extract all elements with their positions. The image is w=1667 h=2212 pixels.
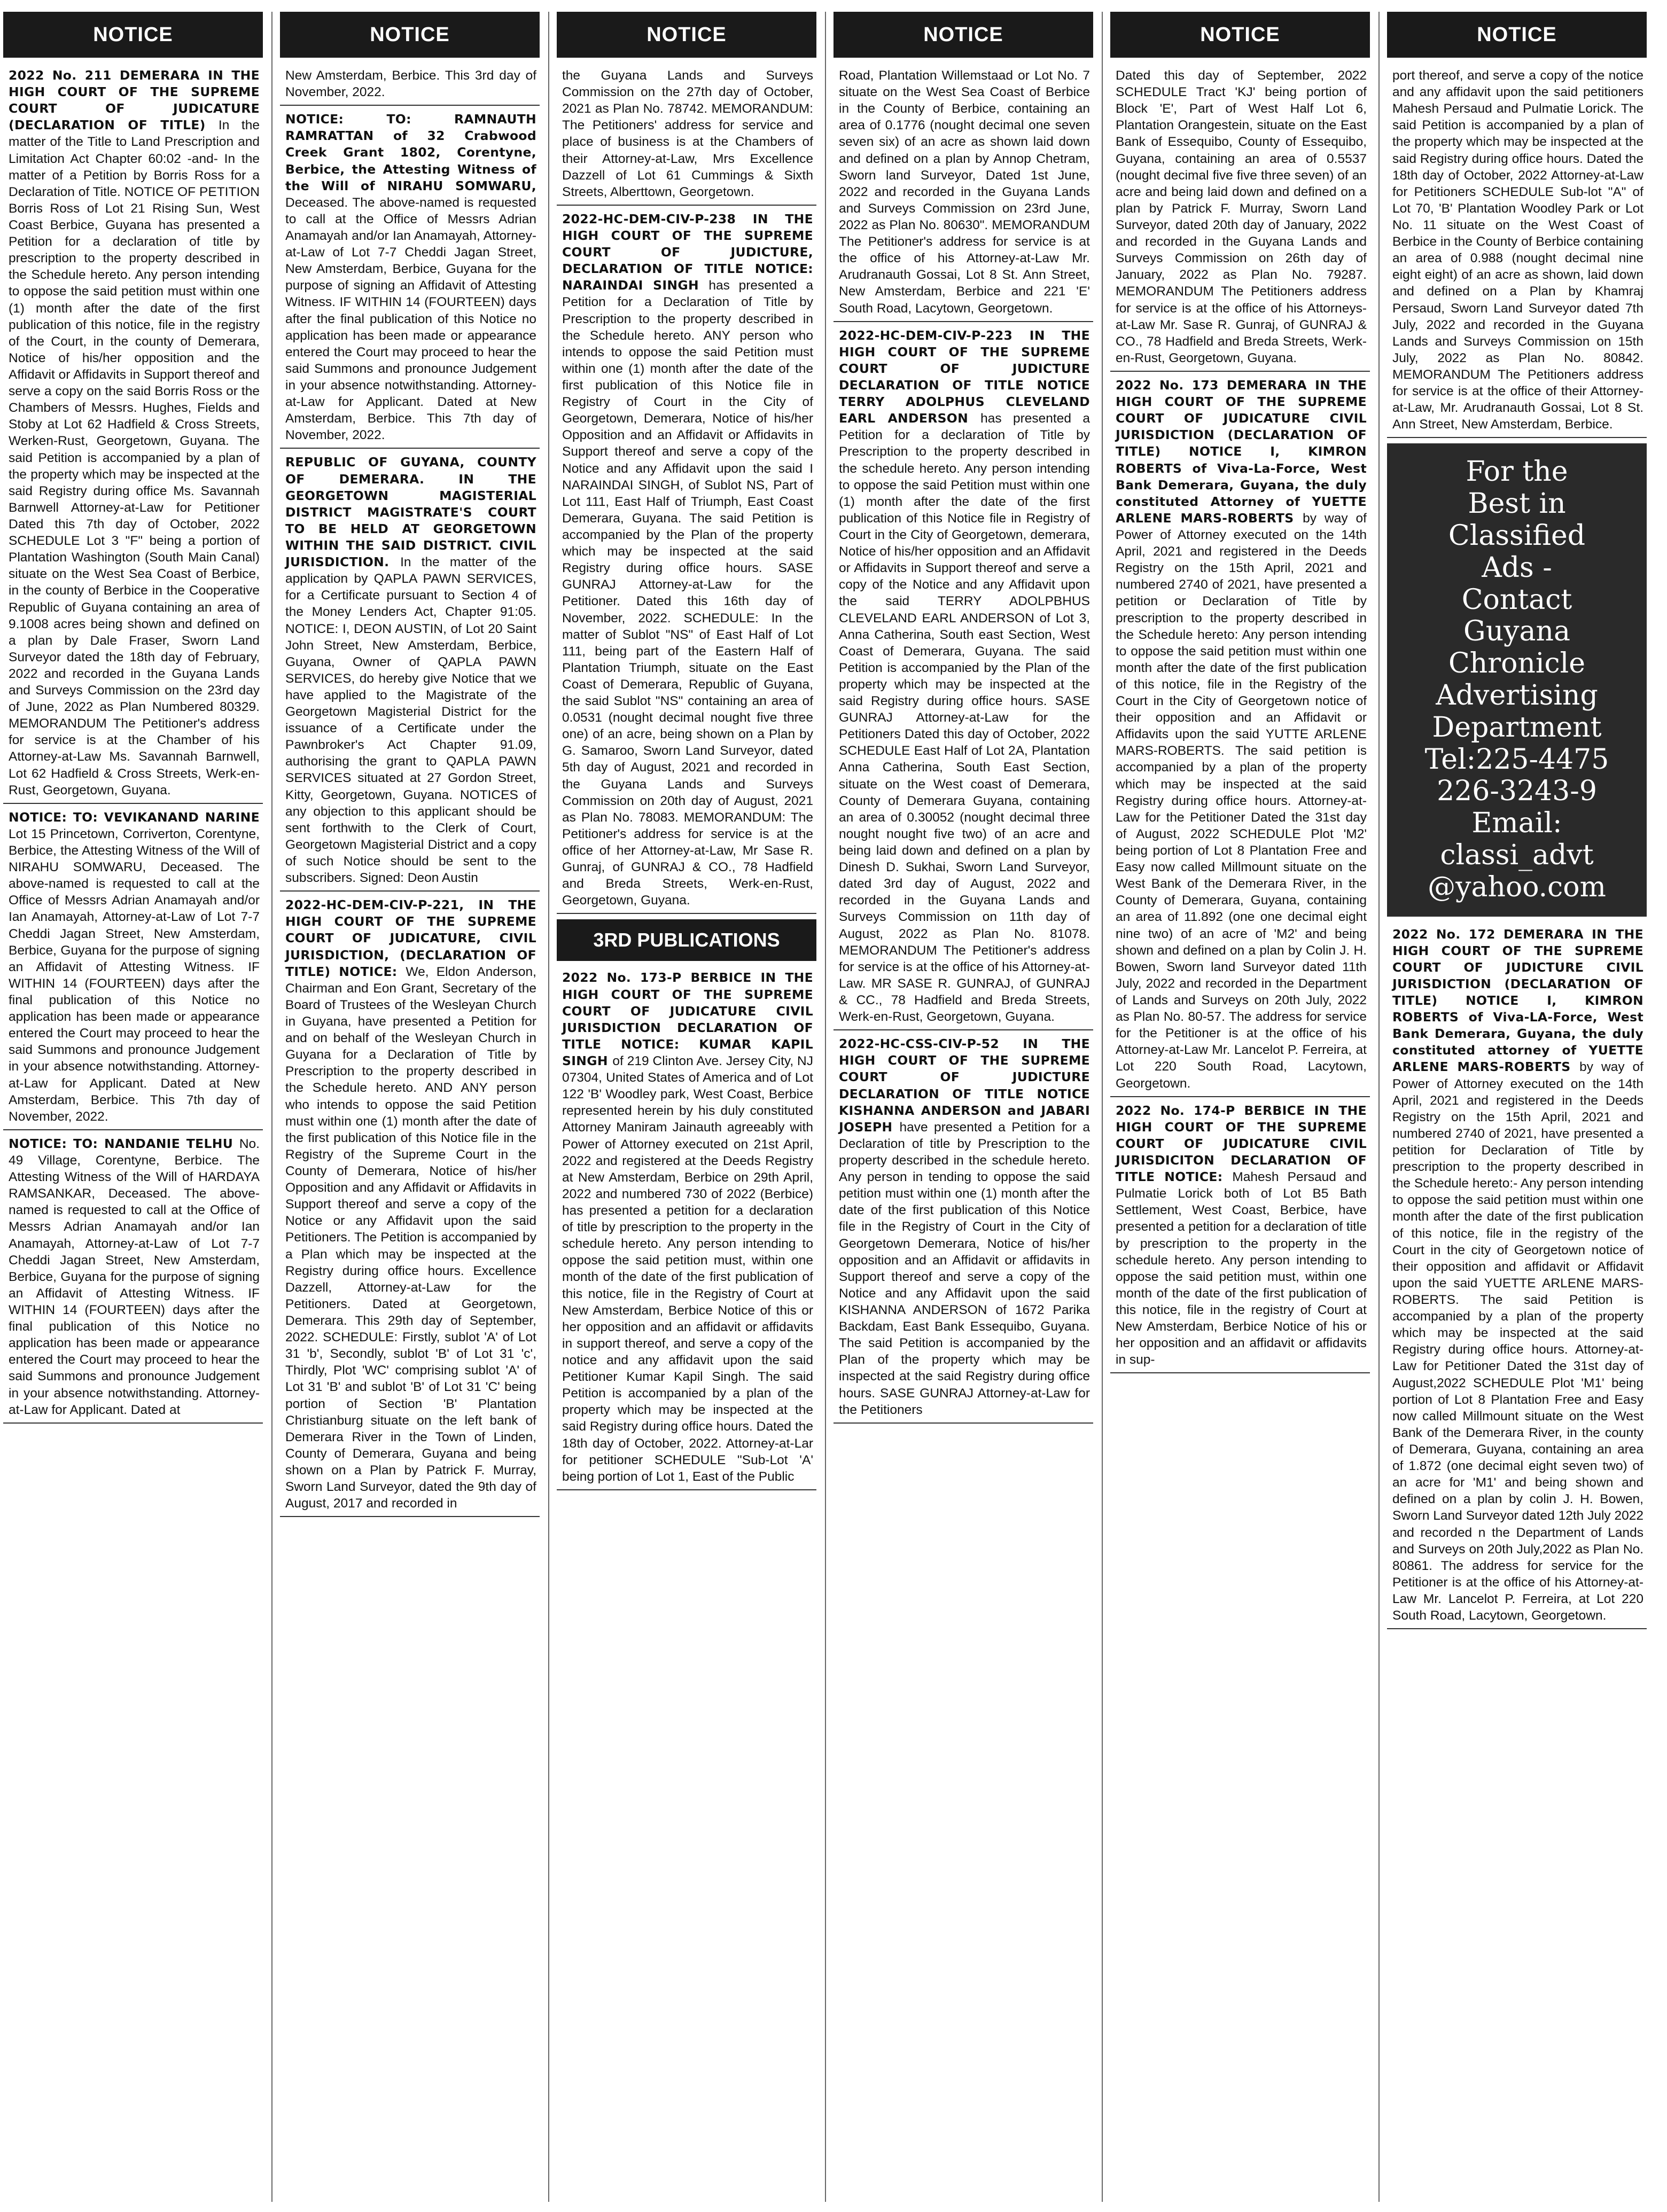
column-header: NOTICE	[557, 12, 816, 58]
notice-heading: REPUBLIC OF GUYANA, COUNTY OF DEMERARA. IN THE GEORGETOWN MAGISTERIAL DISTRICT MAGISTRATE'S COURT TO BE HELD AT GEORGETOWN WITHIN THE SAID DISTRICT. CIVIL JURISDICTION.	[285, 455, 536, 570]
ad-line: Email:	[1471, 807, 1562, 840]
column-header: NOTICE	[280, 12, 540, 58]
ad-line: Advertising	[1436, 679, 1598, 712]
legal-notice	[1110, 377, 1370, 1097]
ad-line: Tel:225-4475	[1424, 743, 1609, 776]
notice-body: Road, Plantation Willemstaad or Lot No. 7 situate on the West Sea Coast of Berbice in the County of Berbice, containing an area of 0.1776 (nought decimal one seven seven six) of an acre as shown laid down and defined on a plan by Annop Chetram, Sworn land Surveyor, Dated 1st June, 2022 and recorded in the Guyana Lands and Surveys Commission on 23rd June, 2022 as Plan No. 80630". MEMORANDUM The Petitioner's address for service is at the office of his Attorney-at-Law Mr. Arudranauth Gossai, Lot 8 St. Ann Street, New Amsterdam, Berbice and 221 'E' South Road, Lacytown, Georgetown.	[839, 68, 1090, 316]
ad-line: Department	[1432, 711, 1602, 744]
legal-notice	[834, 1036, 1093, 1424]
notice-heading: NOTICE: TO: VEVIKANAND NARINE	[9, 809, 260, 825]
notice-body: of 219 Clinton Ave. Jersey City, NJ 07304, United States of America and of Lot 122 'B' Woodley park, West Coast, Berbice represented herein by his duly constituted Attorney Maniram Jainauth agreeably with Power of Attorney executed on 21st April, 2022 and registered at the Deeds Registry at New Amsterdam, Berbice on 29th April, 2022 and numbered 730 of 2022 (Berbice) has presented a petition for a declaration of title by prescription to the property in the schedule hereto. Any person intending to oppose the said petition must, within one month of the date of the first publication of this notice, file in the Registry of Court at New Amsterdam, Berbice Notice of this or her opposition and an affidavit or affidavits in support thereof, and serve a copy of the notice and any affidavit upon the said Petitioner Kumar Kapil Singh. The said Petition is accompanied by a plan of the property which may be inspected at the said Registry during office hours. Dated the 18th day of October, 2022. Attorney-at-Lar for petitioner SCHEDULE "Sub-Lot 'A' being portion of Lot 1, East of the Public	[562, 1054, 813, 1484]
notice-body: has presented a Petition for a Declaration of Title by Prescription to the property described in the Schedule hereto. ANY person who intends to oppose the said Petition must within one (1) month after the date of the first publication of this Notice file in Registry of Court in the City of Georgetown, Demerara, Notice of his/her Opposition and an Affidavit or Affidavits in Support thereof and serve a copy of the Notice and any Affidavit upon the said I NARAINDAI SINGH, of Sublot NS, Part of Lot 111, East Half of Triumph, East Coast Demerara, Guyana. The said Petition is accompanied by the Plan of the property which may be inspected at the said Registry during office hours. SASE GUNRAJ Attorney-at-Law for the Petitioner. Dated this 16th day of November, 2022. SCHEDULE: In the matter of Sublot "NS" of East Half of Lot 111, being part of the Eastern Half of Plantation Triumph, situate on the East Coast of Demerara, Republic of Guyana, the said Sublot "NS" containing an area of 0.0531 (nought decimal nought five three one) of an acre, being shown on a Plan by G. Samaroo, Sworn Land Surveyor, dated 5th day of August, 2021 and recorded in the Guyana Lands and Surveys Commission on 20th day of August, 2021 as Plan No. 78083. MEMORANDUM: The Petitioner's address for service is at the office of her Attorney-at-Law, Mr Sase R. Gunraj, of GUNRAJ & CO., 78 Hadfield and Breda Streets, Werk-en-Rust, Georgetown, Guyana.	[562, 278, 813, 908]
ad-line: Chronicle	[1448, 647, 1586, 680]
legal-notice	[280, 897, 540, 1517]
notice-body: In the matter of the Title to Land Prescription and Limitation Act Chapter 60:02 -and- In the matter of a Petition by Borris Ross for a Declaration of Title. NOTICE OF PETITION Borris Ross of Lot 21 Rising Sun, West Coast Berbice, Guyana has presented a Petition for a declaration of title by prescription to the property described in the Schedule hereto. Any person intending to oppose the said petition must within one (1) month after the date of the first publication of this notice, file in the registry of the Court, in the county of Demerara, Notice of his/her opposition and the Affidavit or Affidavits in Support thereof and serve a copy on the said Borris Ross or the Chambers of Messrs. Hughes, Fields and Stoby at Lot 62 Hadfield & Cross Streets, Werken-Rust, Georgetown, Guyana. The said Petition is accompanied by a plan of the property which may be inspected at the said Registry during office Ms. Savannah Barnwell Attorney-at-Law for Petitioner Dated this 7th day of October, 2022 SCHEDULE Lot 3 "F" being a portion of Plantation Washington (South Main Canal) situate on the West Sea Coast of Berbice, in the county of Berbice in the Cooperative Republic of Guyana containing an area of 9.1008 acres being shown and defined on a plan by Dale Fraser, Sworn Land Surveyor dated the 18th day of February, 2022 and recorded in the Guyana Lands and Surveys Commission on the 23rd day of June, 2022 as Plan Numbered 80329. MEMORANDUM The Petitioner's address for service is at the Chamber of his Attorney-at-Law Ms. Savannah Barnwell, Lot 62 Hadfield & Cross Streets, Werk-en-Rust, Georgetown, Guyana.	[9, 118, 260, 798]
notice-body: Deceased. The above-named is requested to call at the Office of Messrs Adrian Anamayah and/or Ian Anamayah, Attorney-at-Law of Lot 7-7 Cheddi Jagan Street, New Amsterdam, Berbice, Guyana for the purpose of signing an Affidavit of Attesting Witness. IF WITHIN 14 (FOURTEEN) days after the final publication of this Notice no application has been made or appearance entered the Court may proceed to hear the said Summons and pronounce Judgement in your absence notwithstanding. Attorney-at-Law for Applicant. Dated at New Amsterdam, Berbice. This 7th day of November, 2022.	[285, 195, 536, 443]
notice-heading: 2022 No. 173-P BERBICE IN THE HIGH COURT OF THE SUPREME COURT OF JUDICATURE CIVIL JURISDICTION DECLARATION OF TITLE NOTICE: KUMAR KAPIL SINGH	[562, 970, 813, 1069]
notice-body: We, Eldon Anderson, Chairman and Eon Grant, Secretary of the Board of Trustees of the Wesleyan Church in Guyana, have presented a Petition for and on behalf of the Wesleyan Church in Guyana for a Declaration of Title by Prescription to the property described in the Schedule hereto. AND ANY person who intends to oppose the said Petition must within one (1) month after the date of the first publication of this Notice file in the Registry of the Supreme Court in the County of Demerara, Notice of his/her Opposition and any Affidavit or Affidavits in Support thereof and serve a copy of the Notice or any Affidavit upon the said Petitioners. The Petition is accompanied by a Plan which may be inspected at the Registry during office hours. Excellence Dazzell, Attorney-at-Law for the Petitioners. Dated at Georgetown, Demerara. This 29th day of September, 2022. SCHEDULE: Firstly, sublot 'A' of Lot 31 'b', Secondly, sublot 'B' of Lot 31 'c', Thirdly, Plot 'WC' comprising sublot 'A' of Lot 31 'B' and sublot 'B' of Lot 31 'C' being portion of Section 'B' Plantation Christianburg situate on the left bank of Demerara River in the Town of Linden, County of Demerara, Guyana and being shown on a Plan by Patrick F. Murray, Sworn Land Surveyor, dated the 9th day of August, 2017 and recorded in	[285, 964, 536, 1511]
legal-notice	[1110, 67, 1370, 372]
notice-body: New Amsterdam, Berbice. This 3rd day of November, 2022.	[285, 68, 536, 100]
notice-heading: 2022-HC-DEM-CIV-P-223 IN THE HIGH COURT OF THE SUPREME COURT OF JUDICTURE DECLARATION OF TITLE NOTICE TERRY ADOLPHUS CLEVELAND EARL ANDERSON	[839, 327, 1090, 426]
notice-body: Dated this day of September, 2022 SCHEDULE Tract 'KJ' being portion of Block 'E', Part of West Half Lot 6, Plantation Orangestein, situate on the East Bank of Essequibo, County of Essequibo, Guyana, containing an area of 0.5537 (nought decimal five five three seven) of an acre and being laid down and defined on a plan by Patrick F. Murray, Sworn Land Surveyor, dated 20th day of January, 2022 and recorded in the Guyana Lands and Surveys Commission on 26th day of January, 2022 as Plan No. 79287. MEMORANDUM The Petitioners address for service is at the office of his Attorneys-at-Law Mr. Sase R. Gunraj, of GUNRAJ & CO., 78 Hadfield and Breda Streets, Werk-en-Rust, Georgetown, Guyana.	[1116, 68, 1367, 365]
notice-heading: NOTICE: TO: RAMNAUTH RAMRATTAN of 32 Crabwood Creek Grant 1802, Corentyne, Berbice, the Attesting Witness of the Will of NIRAHU SOMWARU,	[285, 112, 536, 193]
notice-body: by way of Power of Attorney executed on the 14th April, 2021 and registered in the Deeds Registry on the 15th April, 2021 and numbered 2740 of 2021, have presented a petition or Declaration of Title by prescription to the property described in the Schedule hereto: Any person intending to oppose the said petition must within one month after the date of the first publication of this notice, file in the Registry of the Court in the City of Georgetown notice of their opposition and an Affidavit or Affidavits upon the said YUTTE ARLENE MARS-ROBERTS. The said petition is accompanied by a plan of the property which may be inspected at the said Registry during office hours. Attorney-at-Law for the Petitioner Dated the 31st day of August, 2022 SCHEDULE Plot 'M2' being portion of Lot 8 Plantation Free and Easy now called Millmount situate on the West Bank of the Demerara River, in the County of Demerara, Guyana, containing an area of 11.892 (one one decimal eight nine two) of an acre of 'M2' and being shown and defined on a plan by Colin J. H. Bowen, Sworn land Surveyor dated 11th July, 2022 and recorded in the Department of Lands and Surveys on 20th July, 2022 as Plan No. 80-57. The address for service for the Petitioner is at the office of his Attorney-at-Law Mr. Lancelot P. Ferreira, at Lot 220 South Road, Lacytown, Georgetown.	[1116, 511, 1367, 1091]
legal-notice	[834, 327, 1093, 1031]
notice-body: port thereof, and serve a copy of the notice and any affidavit upon the said petitioners Mahesh Persaud and Pulmatie Lorick. The said Petition is accompanied by a plan of the property which may be inspected at the said Registry during office hours. Dated the 18th day of October, 2022 Attorney-at-Law for Petitioners SCHEDULE Sub-lot "A" of Lot 70, 'B' Plantation Woodley Park or Lot No. 11 situate on the West Coast of Berbice in the County of Berbice containing an area of 0.988 (nought decimal nine eight eight) of an acre as shown, laid down and defined on a Plan by Khamraj Persaud, Sworn Land Surveyor dated 7th July, 2022 and recorded in the Guyana Lands and Surveys Commission on 15th July, 2022 as Plan No. 80842. MEMORANDUM The Petitioners address for service is at the office of their Attorney-at-Law, Mr. Arudranauth Gossai, Lot 8 St. Ann Street, New Amsterdam, Berbice.	[1392, 68, 1643, 432]
ad-line: Ads -	[1482, 551, 1552, 584]
notice-body: In the matter of the application by QAPLA PAWN SERVICES, for a Certificate pursuant to Section 4 of the Money Lenders Act, Chapter 91:05. NOTICE: I, DEON AUSTIN, of Lot 20 Saint John Street, New Amsterdam, Berbice, Guyana, Owner of QAPLA PAWN SERVICES, do hereby give Notice that we have applied to the Magistrate of the Georgetown Magisterial District for the issuance of a Certificate under the Pawnbroker's Act Chapter 91.09, authorising the grant to QAPLA PAWN SERVICES situated at 27 Gordon Street, Kitty, Georgetown, Guyana. NOTICES of any objection to this applicant should be sent forthwith to the Clerk of Court, Georgetown Magisterial District and a copy of such Notice should be sent to the subscribers. Signed: Deon Austin	[285, 555, 536, 886]
ad-line: Guyana	[1463, 615, 1570, 648]
notice-column-5	[1110, 12, 1370, 2202]
legal-notice	[557, 211, 816, 914]
column-divider	[1378, 12, 1380, 2202]
column-header: NOTICE	[3, 12, 263, 58]
notice-body: the Guyana Lands and Surveys Commission on the 27th day of October, 2021 as Plan No. 78742. MEMORANDUM: The Petitioners' address for service and place of business is at the Chambers of their Attorney-at-Law, Mrs Excellence Dazzell of Lot 61 Cummings & Sixth Streets, Alberttown, Georgetown.	[562, 68, 813, 199]
column-divider	[825, 12, 826, 2202]
legal-notice	[3, 67, 263, 804]
notice-heading: NOTICE: TO: NANDANIE TELHU	[9, 1136, 239, 1151]
notice-body: Mahesh Persaud and Pulmatie Lorick both of Lot B5 Bath Settlement, West Coast, Berbice, have presented a petition for a declaration of title by prescription to the property in the schedule hereto. Any person intending to oppose the said petition must, within one month of the date of the first publication of this notice, file in the registry of Court at New Amsterdam, Berbice Notice of his or her opposition and an affidavit or affidavits in sup-	[1116, 1170, 1367, 1367]
legal-notice	[1110, 1103, 1370, 1374]
notice-heading: 2022 No. 173 DEMERARA IN THE HIGH COURT OF THE SUPREME COURT OF JUDICATURE CIVIL JURISDICTION (DECLARATION OF TITLE) NOTICE I, KIMRON ROBERTS of Viva-La-Force, West Bank Demerara, Guyana, the duly constituted Attorney of YUETTE ARLENE MARS-ROBERTS	[1116, 377, 1367, 526]
notice-heading: 2022-HC-DEM-CIV-P-238 IN THE HIGH COURT OF THE SUPREME COURT OF JUDICTURE, DECLARATION OF TITLE NOTICE: NARAINDAI SINGH	[562, 211, 813, 293]
notice-column-4	[834, 12, 1093, 2202]
column-divider	[1102, 12, 1103, 2202]
notice-column-2	[280, 12, 540, 2202]
legal-notice	[280, 111, 540, 449]
notice-column-6	[1387, 12, 1647, 2202]
legal-notice	[557, 970, 816, 1490]
ad-line: @yahoo.com	[1428, 871, 1606, 903]
notice-heading: 2022 No. 174-P BERBICE IN THE HIGH COURT OF THE SUPREME COURT OF JUDICATURE CIVIL JURISDICITON DECLARATION OF TITLE NOTICE:	[1116, 1103, 1367, 1185]
legal-notice	[557, 67, 816, 206]
column-header: NOTICE	[1387, 12, 1647, 58]
ad-line: classi_advt	[1440, 839, 1594, 871]
notice-heading: 2022 No. 172 DEMERARA IN THE HIGH COURT OF THE SUPREME COURT OF JUDICTURE CIVIL JURISDICTION (DECLARATION OF TITLE) NOTICE I, KIMRON ROBERTS of Viva-LA-Force, West Bank Demerara, Guyana, the duly constituted attorney of YUETTE ARLENE MARS-ROBERTS	[1392, 926, 1643, 1075]
legal-notice	[280, 454, 540, 892]
legal-notice	[280, 67, 540, 106]
notice-body: No. 49 Village, Corentyne, Berbice. The Attesting Witness of the Will of HARDAYA RAMSANKAR, Deceased. The above-named is requested to call at the Office of Messrs Adrian Anamayah and/or Ian Anamayah, Attorney-at-Law of Lot 7-7 Cheddi Jagan Street, New Amsterdam, Berbice, Guyana for the purpose of signing an Affidavit of Attesting Witness. IF WITHIN 14 (FOURTEEN) days after the final publication of this Notice no application has been made or appearance entered the Court may proceed to hear the said Summons and pronounce Judgement in your absence notwithstanding. Attorney-at-Law for Applicant. Dated at	[9, 1136, 260, 1417]
notice-heading: 2022 No. 211 DEMERARA IN THE HIGH COURT OF THE SUPREME COURT OF JUDICATURE (DECLARATION OF TITLE)	[9, 68, 260, 133]
legal-notice	[3, 809, 263, 1130]
notice-body: has presented a Petition for a declaration of Title by Prescription to the property described in the schedule hereto. Any person intending to oppose the said Petition must within one (1) month after the date of the first publication of this Notice file in Registry of Court in the City of Georgetown, demerara, Notice of his/her opposition and an Affidavit or Affidavits in Support thereof and serve a copy of the Notice and any Affidavit upon the said TERRY ADOLPBHUS CLEVELAND EARL ANDERSON of Lot 3, Anna Catherina, South east Section, West Coast of Demerara, Guyana. The said Petition is accompanied by the Plan of the property which may be inspected at the said Registry during office hours. SASE GUNRAJ Attorney-at-Law for the Petitioners Dated this day of October, 2022 SCHEDULE East Half of Lot 2A, Plantation Anna Catherina, South East Section, situate on the West coast of Demerara, County of Demerara Guyana, containing an area of 0.30052 (nought decimal three nought nought five two) of an acre and being laid down and defined on a plan by Dinesh D. Sukhai, Sworn Land Surveyor, dated 3rd day of August, 2022 and recorded in the Guyana Lands and Surveys Commission on 11th day of August, 2022 as Plan No. 81078. MEMORANDUM The Petitioner's address for service is at the office of his Attorney-at-Law. MR SASE R. GUNRAJ, of GUNRAJ & CC., 78 Hadfield and Breda Streets, Werk-en-Rust, Georgetown, Guyana.	[839, 411, 1090, 1025]
column-divider	[548, 12, 549, 2202]
legal-notice	[1387, 926, 1647, 1630]
legal-notice	[3, 1136, 263, 1424]
ad-line: For the	[1466, 456, 1568, 488]
notice-column-1	[3, 12, 263, 2202]
notice-heading: 2022-HC-CSS-CIV-P-52 IN THE HIGH COURT OF THE SUPREME COURT OF JUDICTURE DECLARATION OF TITLE NOTICE KISHANNA ANDERSON and JABARI JOSEPH	[839, 1036, 1090, 1135]
notice-body: by way of Power of Attorney executed on the 14th April, 2021 and registered in the Deeds Registry on the 15th April, 2021 and numbered 2740 of 2021, have presented a petition for Declaration of Title by prescription to the property described in the Schedule hereto:- Any person intending to oppose the said petition must within one month after the date of the first publication of this notice, file in the registry of the Court in the city of Georgetown notice of their opposition and affidavit or Affidavit upon the said YUETTE ARLENE MARS-ROBERTS. The said Petition is accompanied by a plan of the property which may be inspected at the said Registry during office hours. Attorney-at-Law for Petitioner Dated the 31st day of August,2022 SCHEDULE Plot 'M1' being portion of Lot 8 Plantation Free and Easy now called Millmount situate on the West Bank of the Demerara River, in the county of Demerara, Guyana, containing an area of 1.872 (one decimal eight seven two) of an acre for 'M1' and being shown and defined on a plan by colin J. H. Bowen, Sworn Land Surveyor dated 12th July 2022 and recorded n the Department of Lands and Surveys on 20th July,2022 as Plan No. 80861. The address for service for the Petitioner is at the office of his Attorney-at-Law Mr. Lancelot P. Ferreira, at Lot 220 South Road, Lacytown, Georgetown.	[1392, 1060, 1643, 1623]
notice-body: have presented a Petition for a Declaration of title by Prescription to the property described in the schedule hereto. Any person in tending to oppose the said petition must within one (1) month after the date of the first publication of this Notice file in the Registry of Court in the City of Georgetown Demerara, Notice of his/her opposition and an Affidavit or affidavits in Support thereof and serve a copy of the Notice and any Affidavit upon the said KISHANNA ANDERSON of 1672 Parika Backdam, East Bank Essequibo, Guyana. The said Petition is accompanied by the Plan of the property which may be inspected at the said Registry during office hours. SASE GUNRAJ Attorney-at-Law for the Petitioners	[839, 1120, 1090, 1417]
column-header: NOTICE	[1110, 12, 1370, 58]
notice-column-3	[557, 12, 816, 2202]
ad-line: Best in	[1468, 488, 1566, 520]
ad-line: Classified	[1448, 520, 1586, 552]
notice-body: Lot 15 Princetown, Corriverton, Corentyne, Berbice, the Attesting Witness of the Will of NIRAHU SOMWARU, Deceased. The above-named is requested to call at the Office of Messrs Adrian Anamayah and/or Ian Anamayah, Attorney-at-Law of Lot 7-7 Cheddi Jagan Street, New Amsterdam, Berbice, Guyana for the purpose of signing an Affidavit of Attesting Witness. IF WITHIN 14 (FOURTEEN) days after the final publication of this Notice no application has been made or appearance entered the Court may proceed to hear the said Summons and pronounce Judgement in your absence notwithstanding. Attorney-at-Law for Applicant. Dated at New Amsterdam, Berbice. This 7th day of November, 2022.	[9, 826, 260, 1124]
section-header: 3RD PUBLICATIONS	[557, 919, 816, 961]
column-header: NOTICE	[834, 12, 1093, 58]
notice-heading: 2022-HC-DEM-CIV-P-221, IN THE HIGH COURT OF THE SUPREME COURT OF JUDICATURE, CIVIL JURISDICTION, (DECLARATION OF TITLE) NOTICE:	[285, 897, 536, 979]
ad-line: 226-3243-9	[1437, 775, 1597, 808]
column-divider	[271, 12, 272, 2202]
advertising-box	[1387, 443, 1647, 916]
legal-notice	[1387, 67, 1647, 438]
legal-notice	[834, 67, 1093, 322]
ad-line: Contact	[1461, 583, 1572, 616]
